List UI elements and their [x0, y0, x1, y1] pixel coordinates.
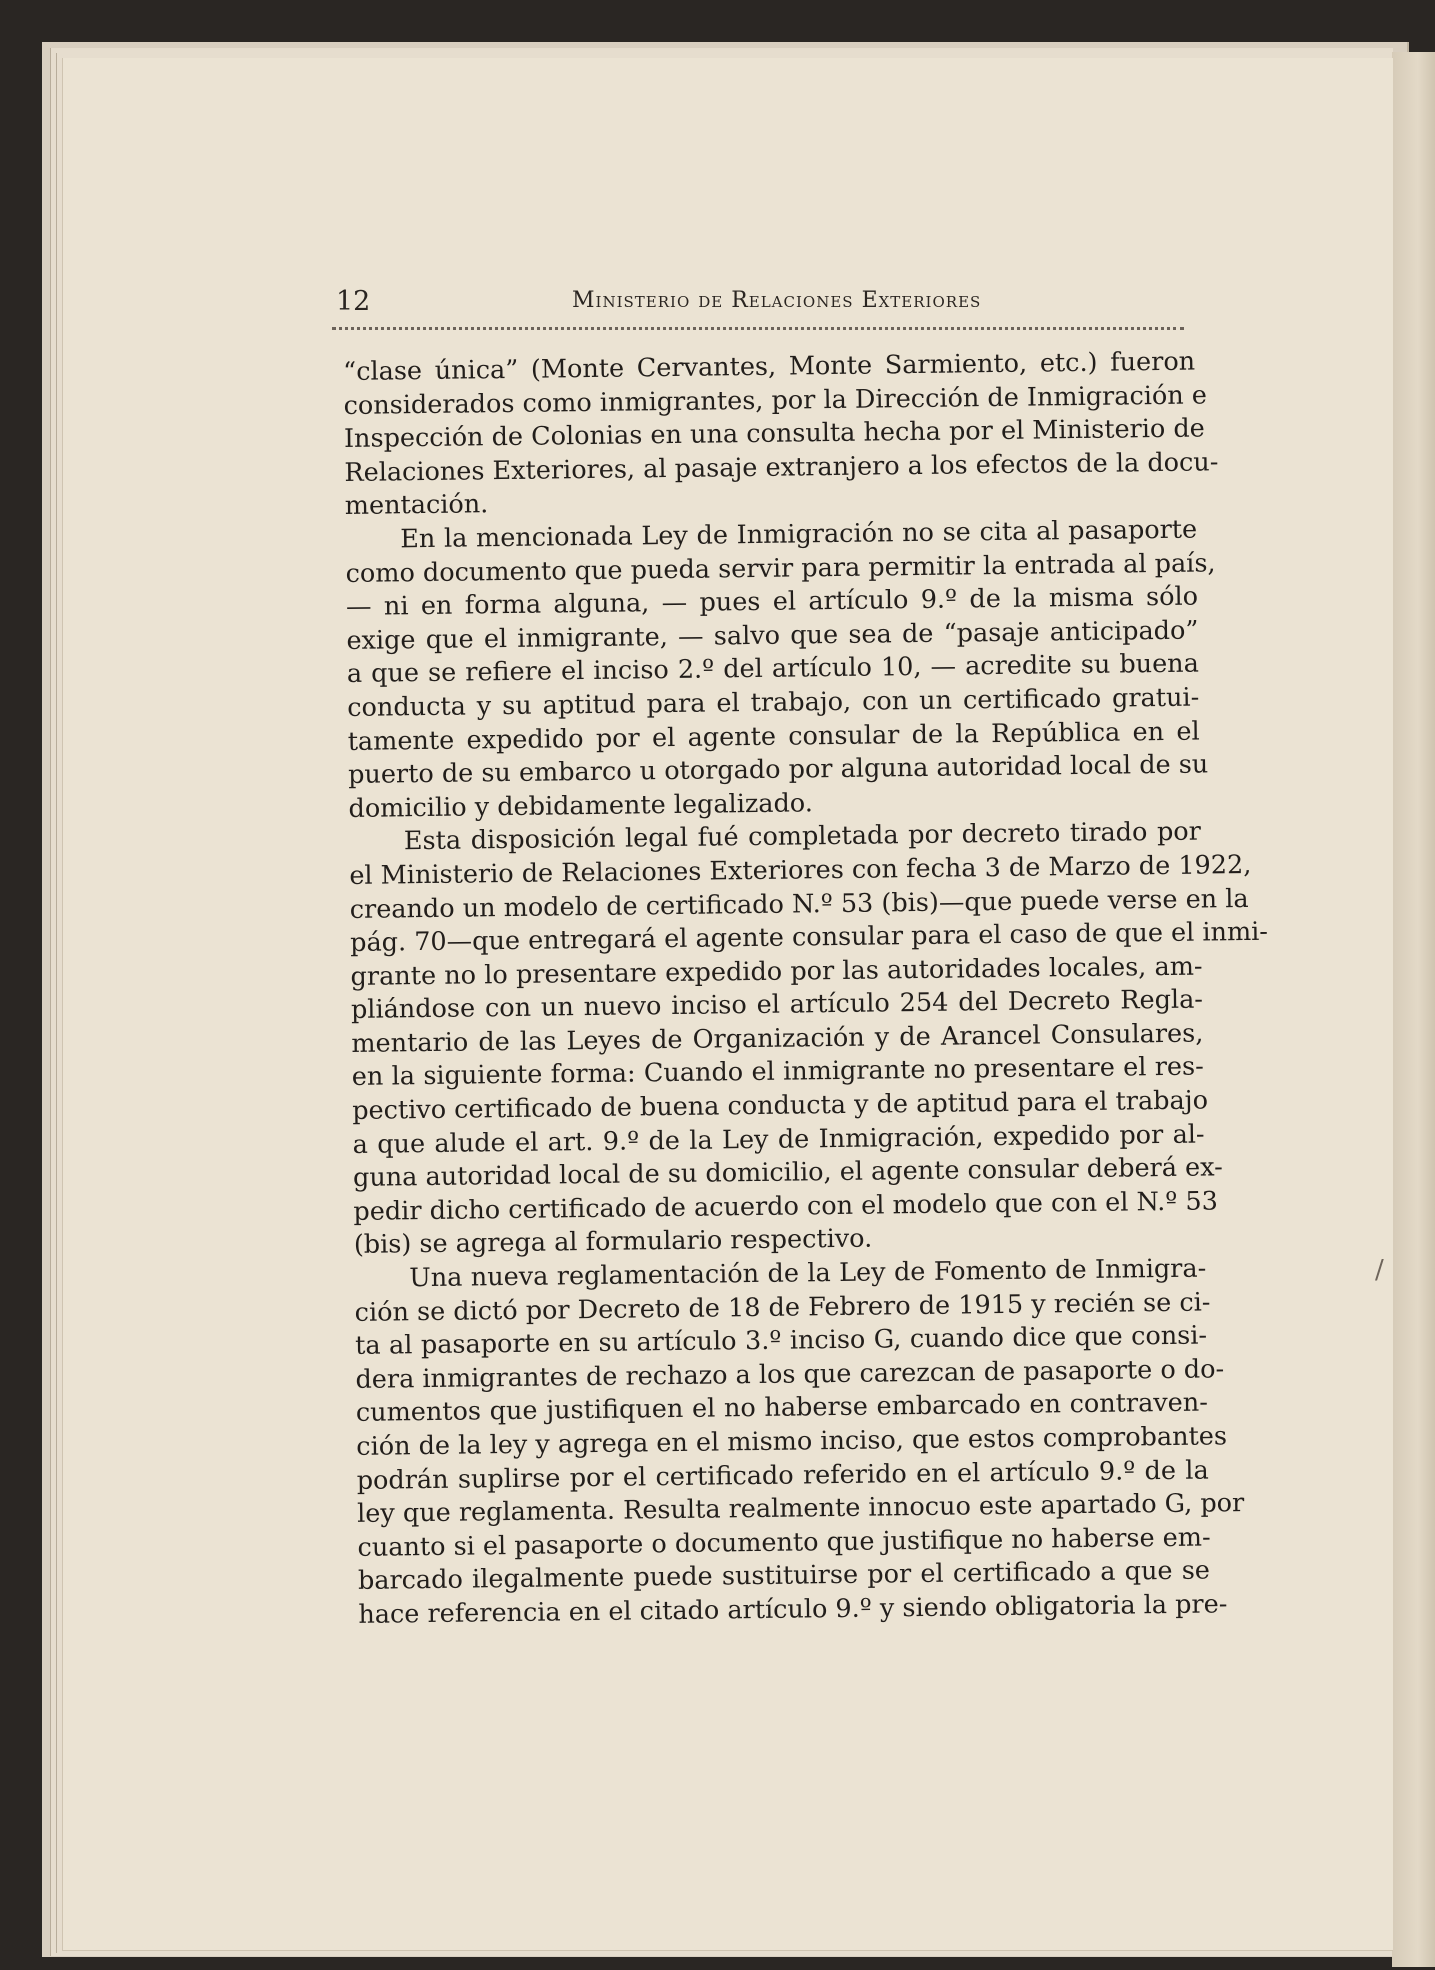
text-line: a que alude el art. 9.º de la Ley de Inmigración, expedido por al- — [352, 1119, 1205, 1160]
text-line: a que se refiere el inciso 2.º del artículo 10, — acredite su buena — [346, 648, 1200, 690]
text-line: dera inmigrantes de rechazo a los que carezcan de pasaporte o do- — [355, 1354, 1225, 1395]
header-rule — [332, 327, 1184, 330]
text-line: En la mencionada Ley de Inmigración no se cita al pasaporte — [400, 514, 1198, 555]
text-line: mentario de las Leyes de Organización y de Arancel Consulares, — [351, 1018, 1204, 1059]
text-line: pág. 70—que entregará el agente consular para el caso de que el inmi- — [349, 916, 1269, 959]
text-line: como documento que pueda servir para permitir la entrada al país, — [345, 547, 1216, 589]
text-line: pedir dicho certificado de acuerdo con el modelo que con el N.º 53 — [353, 1186, 1219, 1227]
running-header — [272, 286, 1184, 326]
margin-mark: / — [1375, 1255, 1384, 1285]
running-title: Ministerio de Relaciones Exteriores — [572, 288, 982, 313]
text-line: guna autoridad local de su domicilio, el agente consular deberá ex- — [352, 1152, 1223, 1194]
body-text — [343, 346, 1269, 1633]
text-line: ley que reglamenta. Resulta realmente innocuo este apartado G, por — [356, 1488, 1245, 1530]
text-line: el Ministerio de Relaciones Exteriores con fecha 3 de Marzo de 1922, — [349, 849, 1252, 891]
text-line: en la siguiente forma: Cuando el inmigrante no presentare el res- — [351, 1052, 1204, 1093]
text-line: ta al pasaporte en su artículo 3.º inciso G, cuando dice que consi- — [354, 1320, 1208, 1362]
text-line: ción se dictó por Decreto de 18 de Febrero de 1915 y recién se ci- — [354, 1287, 1211, 1328]
text-line: cuanto si el pasaporte o documento que justifique no haberse em- — [357, 1522, 1211, 1563]
text-line: ción de la ley y agrega en el mismo inciso, que estos comprobantes — [356, 1421, 1228, 1462]
text-line: exige que el inmigrante, — salvo que sea de “pasaje anticipado” — [346, 615, 1199, 656]
text-line: Relaciones Exteriores, al pasaje extranjero a los efectos de la docu- — [344, 447, 1219, 488]
text-line: barcado ilegalmente puede sustituirse por el certificado a que se — [357, 1555, 1211, 1597]
text-line: Una nueva reglamentación de la Ley de Fomento de Inmigra- — [409, 1253, 1207, 1294]
text-line: “clase única” (Monte Cervantes, Monte Sarmiento, etc.) fueron — [343, 346, 1196, 387]
text-line: domicilio y debidamente legalizado. — [348, 788, 814, 824]
text-line: (bis) se agrega al formulario respectivo. — [353, 1224, 873, 1261]
text-line: pliándose con un nuevo inciso el artículo 254 del Decreto Regla- — [350, 984, 1204, 1026]
text-line: tamente expedido por el agente consular de la República en el — [347, 716, 1200, 757]
text-line: pectivo certificado de buena conducta y de aptitud para el trabajo — [352, 1085, 1209, 1127]
text-line: conducta y su aptitud para el trabajo, con un certificado gratui- — [347, 682, 1200, 723]
text-line: mentación. — [344, 489, 489, 522]
text-line: grante no lo presentare expedido por las autoridades locales, am- — [350, 951, 1203, 992]
text-line: Inspección de Colonias en una consulta hecha por el Ministerio de — [343, 413, 1205, 455]
text-line: puerto de su embarco u otorgado por alguna autoridad local de su — [347, 749, 1209, 791]
text-line: considerados como inmigrantes, por la Dirección de Inmigración e — [343, 380, 1208, 421]
text-line: podrán suplirse por el certificado referido en el artículo 9.º de la — [356, 1455, 1209, 1496]
text-line: hace referencia en el citado artículo 9.º y siendo obligatoria la pre- — [358, 1589, 1228, 1630]
text-line: creando un modelo de certificado N.º 53 (bis)—que puede verse en la — [349, 883, 1249, 925]
right-page-edge — [1392, 52, 1435, 1967]
text-line: — ni en forma alguna, — pues el artículo 9.º de la misma sólo — [345, 581, 1199, 623]
page-number: 12 — [336, 286, 371, 317]
text-line: Esta disposición legal fué completada por decreto tirado por — [403, 816, 1202, 857]
text-line: cumentos que justifiquen el no haberse embarcado en contraven- — [355, 1387, 1209, 1429]
